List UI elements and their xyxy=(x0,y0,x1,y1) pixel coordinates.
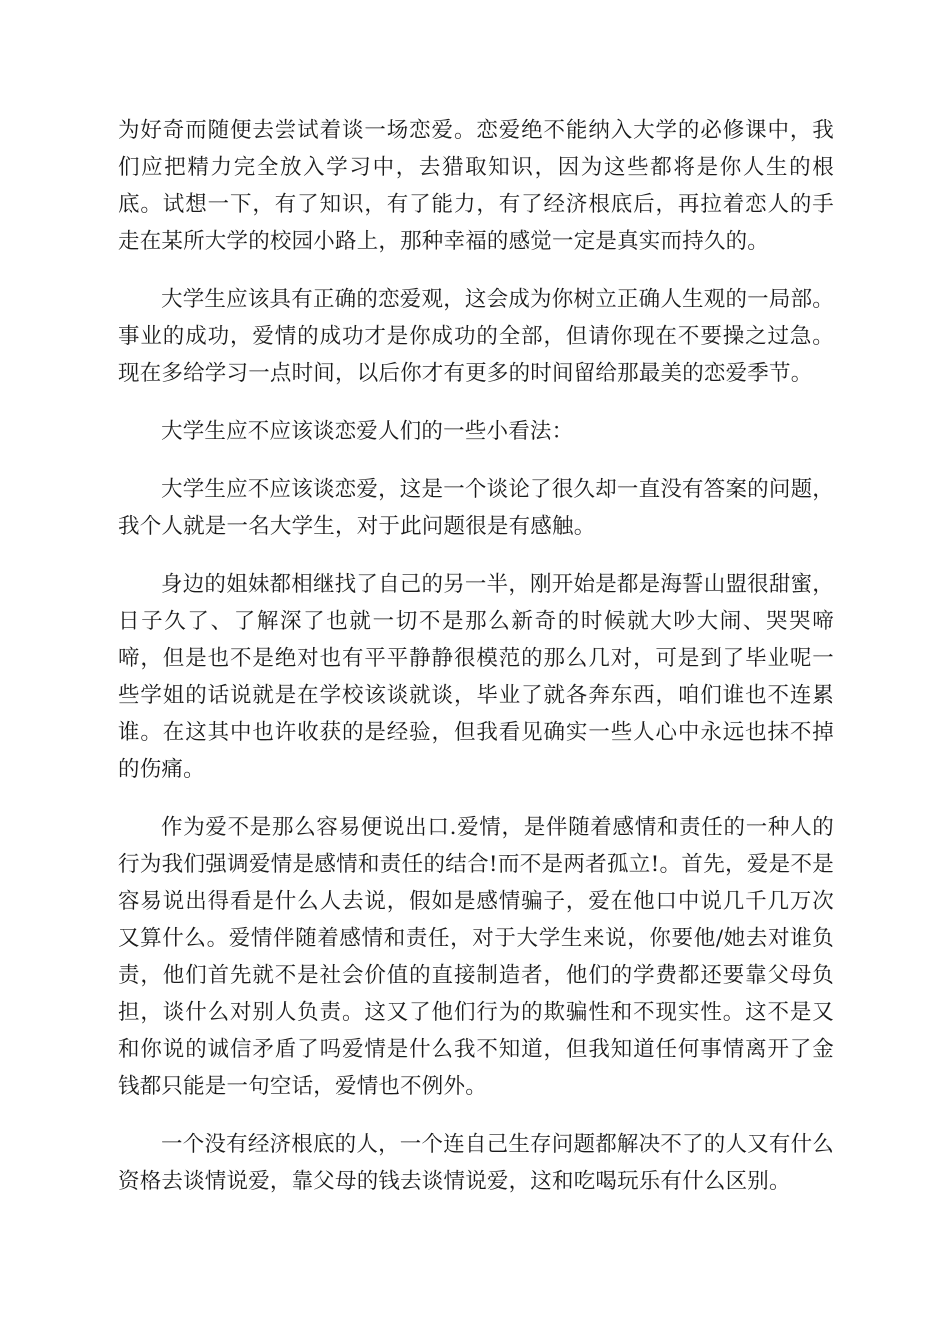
paragraph-economic-basis: 一个没有经济根底的人，一个连自己生存问题都解决不了的人又有什么资格去谈情说爱，靠父母的钱去谈情说爱，这和吃喝玩乐有什么区别。 xyxy=(118,1132,834,1194)
paragraph-question: 大学生应不应该谈恋爱，这是一个谈论了很久却一直没有答案的问题，我个人就是一名大学生，对于此问题很是有感触。 xyxy=(118,477,834,539)
paragraph-heading-opinions: 大学生应不应该谈恋爱人们的一些小看法： xyxy=(161,419,574,444)
paragraph-continued: 为好奇而随便去尝试着谈一场恋爱。恋爱绝不能纳入大学的必修课中，我们应把精力完全放入学习中，去猎取知识，因为这些都将是你人生的根底。试想一下，有了知识，有了能力，有了经济根底后，再拉着恋人的手走在某所大学的校园小路上，那种幸福的感觉一定是真实而持久的。 xyxy=(118,118,834,254)
paragraph-love-view: 大学生应该具有正确的恋爱观，这会成为你树立正确人生观的一局部。事业的成功，爱情的成功才是你成功的全部，但请你现在不要操之过急。现在多给学习一点时间，以后你才有更多的时间留给那最美的恋爱季节。 xyxy=(118,287,834,386)
document-body xyxy=(118,112,834,1221)
paragraph-love-responsibility: 作为爱不是那么容易便说出口.爱情，是伴随着感情和责任的一种人的行为我们强调爱情是感情和责任的结合!而不是两者孤立!。首先，爱是不是容易说出得看是什么人去说，假如是感情骗子，爱在他口中说几千几万次又算什么。爱情伴随着感情和责任，对于大学生来说，你要他/她去对谁负责，他们首先就不是社会价值的直接制造者，他们的学费都还要靠父母负担，谈什么对别人负责。这又了他们行为的欺骗性和不现实性。这不是又和你说的诚信矛盾了吗爱情是什么我不知道，但我知道任何事情离开了金钱都只能是一句空话，爱情也不例外。 xyxy=(118,815,834,1099)
paragraph-sisters: 身边的姐妹都相继找了自己的另一半，刚开始是都是海誓山盟很甜蜜，日子久了、了解深了也就一切不是那么新奇的时候就大吵大闹、哭哭啼啼，但是也不是绝对也有平平静静很模范的那么几对，可是到了毕业呢一些学姐的话说就是在学校该谈就谈，毕业了就各奔东西，咱们谁也不连累谁。在这其中也许收获的是经验，但我看见确实一些人心中永远也抹不掉的伤痛。 xyxy=(118,572,834,782)
